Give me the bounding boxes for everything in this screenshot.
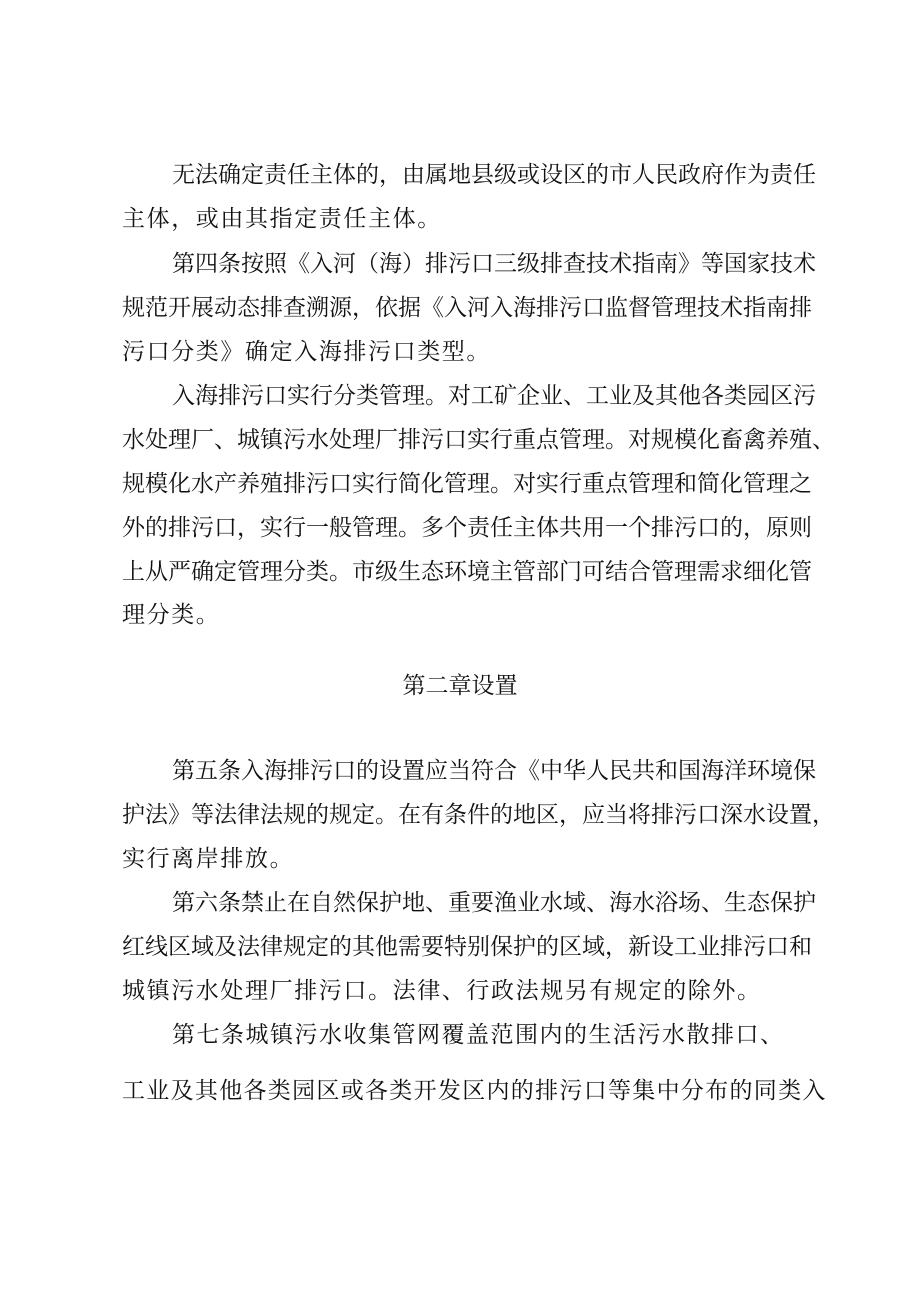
text-line: 规范开展动态排查溯源，依据《入河入海排污口监督管理技术指南排 (122, 295, 812, 321)
text-line: 红线区域及法律规定的其他需要特别保护的区域，新设工业排污口和 (122, 934, 812, 960)
text-line: 无法确定责任主体的，由属地县级或设区的市人民政府作为责任 (172, 162, 816, 188)
text-line: 第七条城镇污水收集管网覆盖范围内的生活污水散排口、 (172, 1022, 785, 1048)
text-line: 规模化水产养殖排污口实行简化管理。对实行重点管理和简化管理之 (122, 471, 812, 497)
chapter-heading: 第二章设置 (402, 673, 518, 699)
text-line: 污口分类》确定入海排污口类型。 (122, 339, 491, 365)
text-line: 第四条按照《入河（海）排污口三级排查技术指南》等国家技术 (172, 251, 816, 277)
text-line: 理分类。 (122, 602, 221, 628)
text-line: 第六条禁止在自然保护地、重要渔业水域、海水浴场、生态保护 (172, 890, 816, 916)
text-line: 第五条入海排污口的设置应当符合《中华人民共和国海洋环境保 (172, 758, 816, 784)
text-line: 工业及其他各类园区或各类开发区内的排污口等集中分布的同类入 (122, 1078, 827, 1104)
text-line: 上从严确定管理分类。市级生态环境主管部门可结合管理需求细化管 (122, 559, 812, 585)
text-line: 主体，或由其指定责任主体。 (122, 206, 442, 232)
text-line: 外的排污口，实行一般管理。多个责任主体共用一个排污口的，原则 (122, 515, 812, 541)
text-line: 实行离岸排放。 (122, 846, 295, 872)
text-line: 护法》等法律法规的规定。在有条件的地区，应当将排污口深水设置， (122, 802, 835, 828)
text-line: 入海排污口实行分类管理。对工矿企业、工业及其他各类园区污 (172, 383, 816, 409)
text-line: 水处理厂、城镇污水处理厂排污口实行重点管理。对规模化畜禽养殖、 (122, 427, 835, 453)
text-line: 城镇污水处理厂排污口。法律、行政法规另有规定的除外。 (122, 978, 762, 1004)
